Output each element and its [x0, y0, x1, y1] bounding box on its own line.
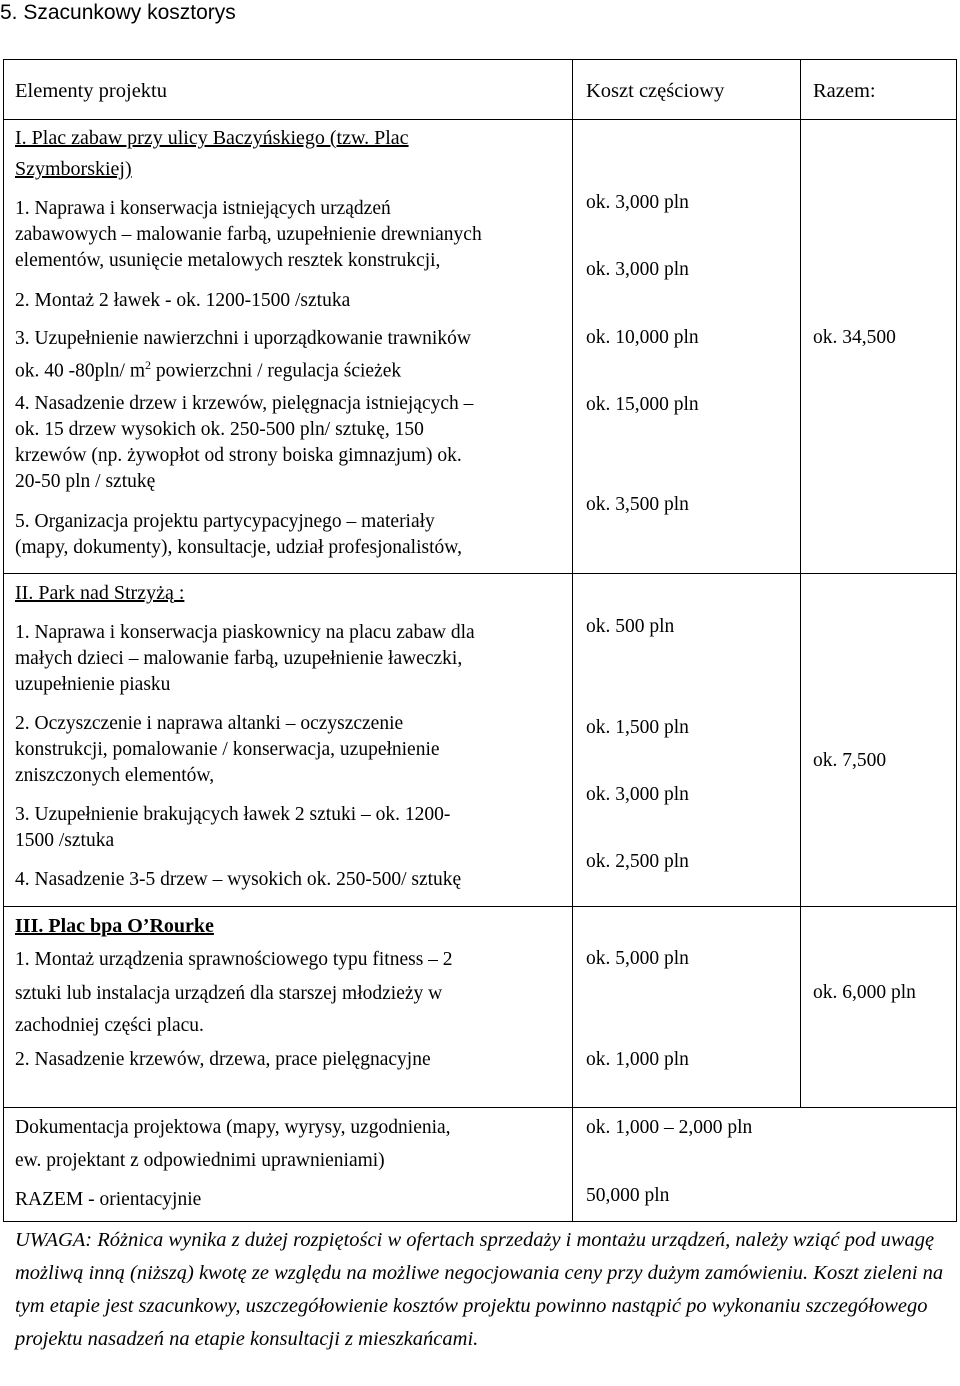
section2-total: ok. 7,500	[813, 750, 887, 771]
section1-title-line1: I. Plac zabaw przy ulicy Baczyńskiego (tzw. Plac	[15, 127, 409, 149]
section2-item3-line2: 1500 /sztuka	[15, 830, 115, 851]
section1-item3-line2-b: powierzchni / regulacja ścieżek	[151, 360, 402, 382]
section1-item4-line2: ok. 15 drzew wysokich ok. 250-500 pln/ sztukę, 150	[15, 419, 424, 440]
grand-total-label: RAZEM - orientacyjnie	[15, 1189, 202, 1210]
section3-cost-2: ok. 1,000 pln	[586, 1049, 689, 1070]
page-heading: 5. Szacunkowy kosztorys	[0, 1, 236, 24]
grand-total-value: 50,000 pln	[586, 1185, 670, 1206]
section1-cost-4: ok. 15,000 pln	[586, 394, 699, 415]
section2-cost-2: ok. 1,500 pln	[586, 717, 689, 738]
section1-cost-2: ok. 3,000 pln	[586, 259, 689, 280]
section2-item2-line2: konstrukcji, pomalowanie / konserwacja, uzupełnienie	[15, 739, 440, 760]
section1-item1-line2: zabawowych – malowanie farbą, uzupełnienie drewnianych	[15, 224, 482, 245]
section1-title-line2: Szymborskiej)	[15, 158, 132, 180]
section1-cost-3: ok. 10,000 pln	[586, 327, 699, 348]
documentation-line2: ew. projektant z odpowiednimi uprawnieniami)	[15, 1150, 385, 1171]
column-header-partial-cost: Koszt częściowy	[586, 80, 725, 102]
column-header-elements: Elementy projektu	[15, 80, 167, 102]
column-divider-2	[800, 59, 801, 1108]
section1-item2: 2. Montaż 2 ławek - ok. 1200-1500 /sztuka	[15, 290, 351, 311]
section1-item4-line4: 20-50 pln / sztukę	[15, 471, 156, 492]
note-paragraph: UWAGA: Różnica wynika z dużej rozpiętości w ofertach sprzedaży i montażu urządzeń, należy wziąć pod uwagę możliwą inną (niższą) kwotę ze względu na możliwe negocjowania ceny przy dużym zamówieniu. Koszt zieleni na tym etapie jest szacunkowy, uszczegółowienie kosztów projektu powinno nastąpić po wykonaniu szczegółowego projektu nasadzeń na etapie konsultacji z mieszkańcami.	[15, 1229, 944, 1350]
section2-item4: 4. Nasadzenie 3-5 drzew – wysokich ok. 250-500/ sztukę	[15, 869, 462, 890]
section3-cost-1: ok. 5,000 pln	[586, 948, 689, 969]
section3-title: III. Plac bpa O’Rourke	[15, 915, 214, 937]
section1-item5-line1: 5. Organizacja projektu partycypacyjnego – materiały	[15, 511, 435, 532]
table-border-top	[3, 59, 957, 60]
section2-cost-4: ok. 2,500 pln	[586, 851, 689, 872]
section3-item1-line2: sztuki lub instalacja urządzeń dla starszej młodzieży w	[15, 983, 443, 1004]
section1-item3-line2	[15, 352, 401, 385]
section1-item3-line2-a: ok. 40 -80pln/ m	[15, 360, 145, 382]
section2-item1-line2: małych dzieci – malowanie farbą, uzupełnienie ławeczki,	[15, 648, 463, 669]
section1-item3-line2-sup: 2	[145, 358, 151, 372]
section3-item1-line1: 1. Montaż urządzenia sprawnościowego typu fitness – 2	[15, 949, 453, 970]
section1-item1-line1: 1. Naprawa i konserwacja istniejących urządzeń	[15, 198, 391, 219]
documentation-cost: ok. 1,000 – 2,000 pln	[586, 1117, 753, 1138]
column-divider-1	[572, 59, 573, 1222]
section1-item3-line1: 3. Uzupełnienie nawierzchni i uporządkowanie trawników	[15, 328, 471, 349]
section1-item4-line1: 4. Nasadzenie drzew i krzewów, pielęgnacja istniejących –	[15, 393, 474, 414]
table-border-bottom	[3, 1221, 957, 1222]
section3-item2: 2. Nasadzenie krzewów, drzewa, prace pielęgnacyjne	[15, 1049, 431, 1070]
section2-item3-line1: 3. Uzupełnienie brakujących ławek 2 sztuki – ok. 1200-	[15, 804, 451, 825]
section2-divider	[3, 906, 957, 907]
section1-total: ok. 34,500	[813, 327, 896, 348]
section2-item2-line3: zniszczonych elementów,	[15, 765, 215, 786]
table-border-right	[956, 59, 957, 1222]
section3-divider	[3, 1107, 957, 1108]
section1-item4-line3: krzewów (np. żywopłot od strony boiska gimnazjum) ok.	[15, 445, 462, 466]
section1-divider	[3, 573, 957, 574]
column-header-total: Razem:	[813, 80, 876, 102]
section2-item1-line1: 1. Naprawa i konserwacja piaskownicy na placu zabaw dla	[15, 622, 475, 643]
table-border-left	[3, 59, 4, 1222]
section2-cost-3: ok. 3,000 pln	[586, 784, 689, 805]
section3-item1-line3: zachodniej części placu.	[15, 1015, 204, 1036]
section1-item1-line3: elementów, usunięcie metalowych resztek konstrukcji,	[15, 250, 441, 271]
section1-cost-1: ok. 3,000 pln	[586, 192, 689, 213]
section2-item2-line1: 2. Oczyszczenie i naprawa altanki – oczyszczenie	[15, 713, 404, 734]
section1-item5-line2: (mapy, dokumenty), konsultacje, udział profesjonalistów,	[15, 537, 462, 558]
section2-title: II. Park nad Strzyżą :	[15, 582, 185, 604]
section2-item1-line3: uzupełnienie piasku	[15, 674, 171, 695]
documentation-line1: Dokumentacja projektowa (mapy, wyrysy, uzgodnienia,	[15, 1117, 451, 1138]
section1-cost-5: ok. 3,500 pln	[586, 494, 689, 515]
section3-total: ok. 6,000 pln	[813, 982, 916, 1003]
header-row-divider	[3, 119, 957, 120]
section2-cost-1: ok. 500 pln	[586, 616, 675, 637]
